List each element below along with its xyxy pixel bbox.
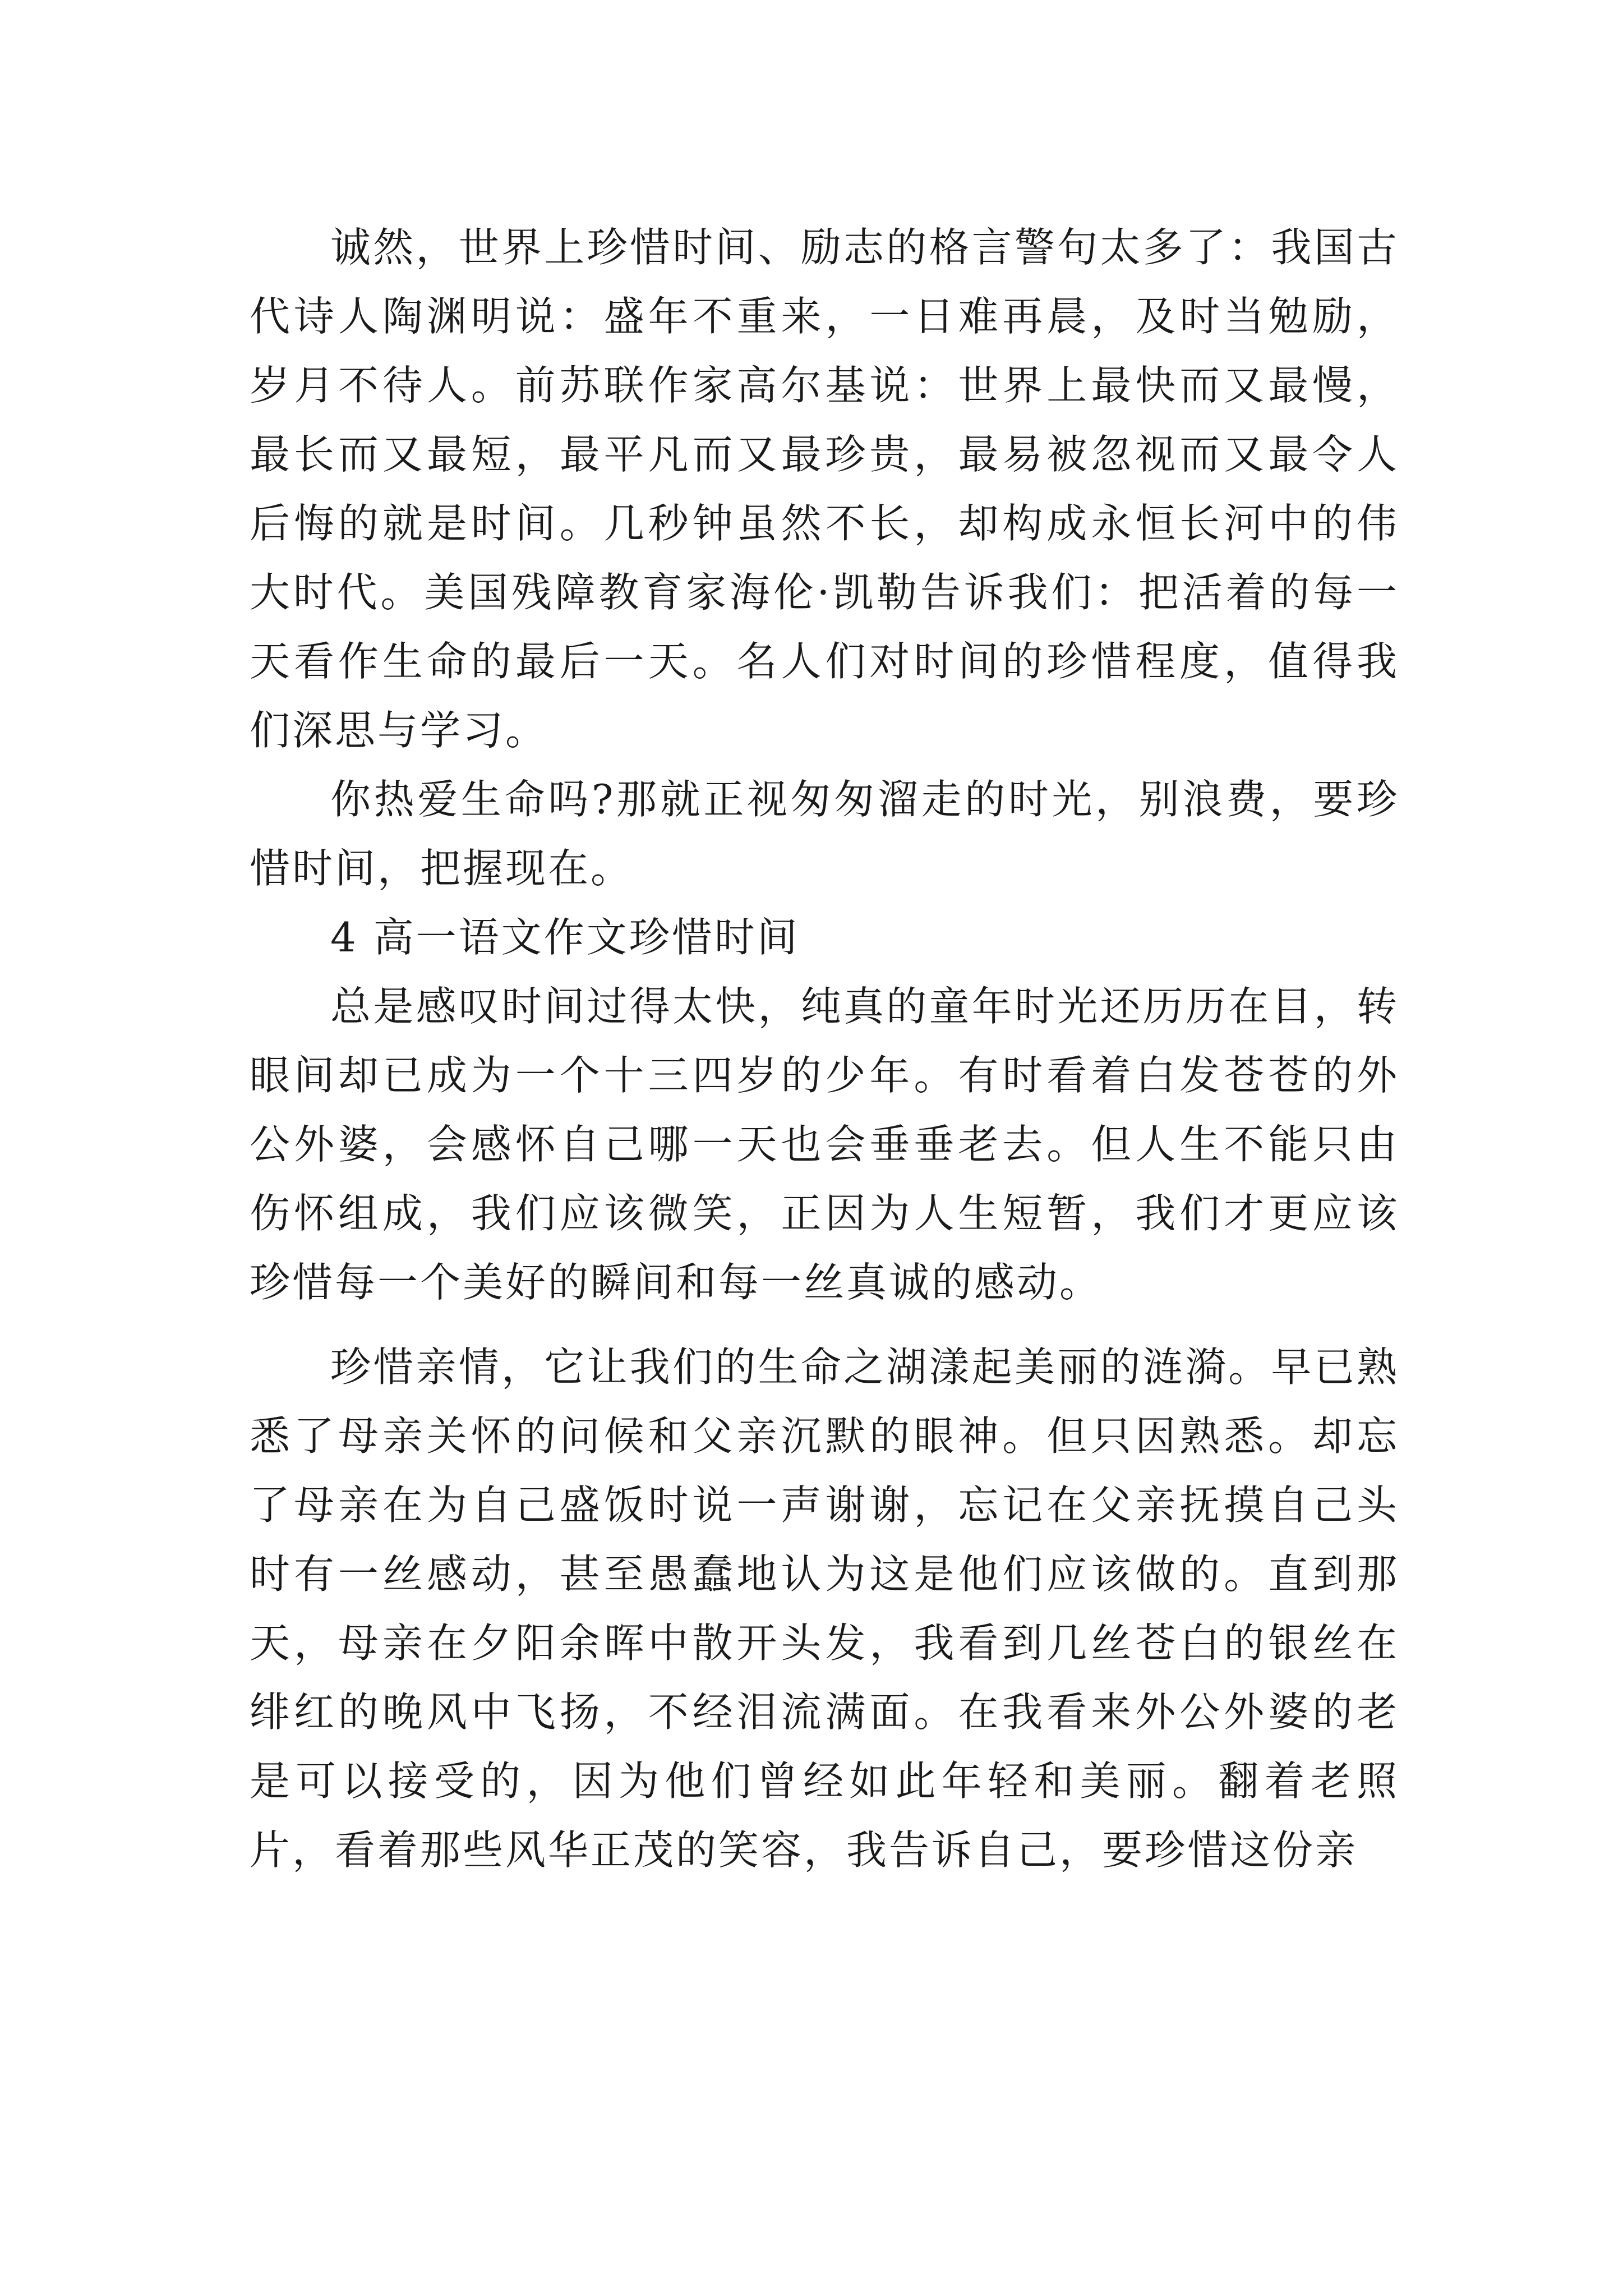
section-heading: 4 高一语文作文珍惜时间 xyxy=(330,914,800,961)
paragraph-quotes: 诚然，世界上珍惜时间、励志的格言警句太多了：我国古代诗人陶渊明说：盛年不重来，一日难再晨，及时当勉励，岁月不待人。前苏联作家高尔基说：世界上最快而又最慢，最长而又最短，最平凡而又最珍贵，最易被忽视而又最令人后悔的就是时间。几秒钟虽然不长，却构成永恒长河中的伟大时代。美国残障教育家海伦·凯勒告诉我们：把活着的每一天看作生命的最后一天。名人们对时间的珍惜程度，值得我们深思与学习。 xyxy=(250,224,1399,754)
paragraph-family: 珍惜亲情，它让我们的生命之湖漾起美丽的涟漪。早已熟悉了母亲关怀的问候和父亲沉默的眼神。但只因熟悉。却忘了母亲在为自己盛饭时说一声谢谢，忘记在父亲抚摸自己头时有一丝感动，甚至愚蠢地认为这是他们应该做的。直到那天，母亲在夕阳余晖中散开头发，我看到几丝苍白的银丝在绯红的晚风中飞扬，不经泪流满面。在我看来外公外婆的老是可以接受的，因为他们曾经如此年轻和美丽。翻着老照片，看着那些风华正茂的笑容，我告诉自己，要珍惜这份亲 xyxy=(250,1343,1399,1874)
document-body xyxy=(250,213,1399,1885)
paragraph-time-passes: 总是感叹时间过得太快，纯真的童年时光还历历在目，转眼间却已成为一个十三四岁的少年。有时看着白发苍苍的外公外婆，会感怀自己哪一天也会垂垂老去。但人生不能只由伤怀组成，我们应该微笑，正因为人生短暂，我们才更应该珍惜每一个美好的瞬间和每一丝真诚的感动。 xyxy=(250,983,1399,1306)
paragraph-cherish-life: 你热爱生命吗?那就正视匆匆溜走的时光，别浪费，要珍惜时间，把握现在。 xyxy=(250,776,1399,892)
paragraph-gap xyxy=(250,1317,1399,1333)
